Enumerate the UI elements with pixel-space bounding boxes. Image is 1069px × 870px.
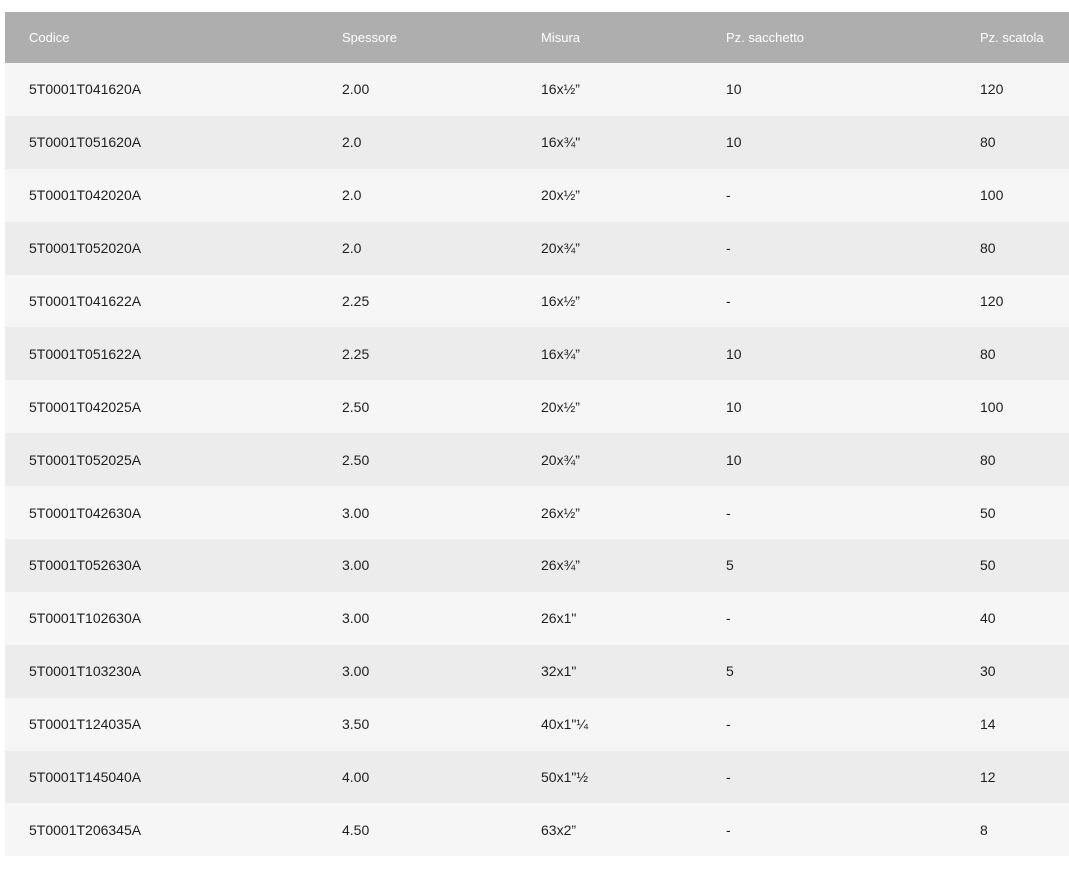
cell-codice: 5T0001T103230A	[29, 663, 142, 680]
cell-spessore: 2.25	[342, 293, 370, 309]
cell-misura: 50x1"½	[541, 769, 589, 786]
cell-pz-scatola: 14	[980, 716, 996, 733]
cell-pz-scatola: 80	[980, 134, 996, 151]
cell-pz-sacchetto: -	[726, 293, 731, 309]
cell-pz-scatola: 80	[980, 240, 996, 257]
cell-misura: 32x1"	[541, 663, 577, 680]
cell-pz-scatola: 100	[980, 187, 1004, 204]
header-row	[5, 12, 1069, 63]
cell-codice: 5T0001T145040A	[29, 769, 142, 786]
cell-pz-sacchetto: 10	[726, 345, 742, 362]
cell-pz-sacchetto: -	[726, 821, 731, 838]
cell-pz-scatola: 40	[980, 610, 996, 627]
table-row	[5, 592, 1069, 645]
cell-misura: 40x1"¼	[541, 716, 589, 733]
table-row	[5, 380, 1069, 433]
cell-pz-sacchetto: 10	[726, 134, 742, 151]
cell-codice: 5T0001T042025A	[29, 398, 142, 415]
cell-misura: 20x½”	[541, 398, 580, 415]
cell-spessore: 3.00	[342, 504, 370, 521]
product-table-container	[5, 12, 1069, 856]
cell-spessore: 4.00	[342, 769, 370, 786]
cell-spessore: 4.50	[342, 821, 370, 838]
cell-codice: 5T0001T042020A	[29, 187, 142, 204]
table-row	[5, 803, 1069, 856]
cell-spessore: 2.25	[342, 345, 370, 362]
cell-pz-sacchetto: 5	[726, 557, 734, 574]
cell-misura: 16x½”	[541, 293, 580, 309]
cell-codice: 5T0001T052020A	[29, 240, 142, 257]
cell-misura: 20x¾”	[541, 451, 580, 468]
cell-spessore: 2.0	[342, 134, 362, 151]
table-row	[5, 116, 1069, 169]
cell-pz-sacchetto: -	[726, 610, 731, 627]
cell-pz-scatola: 12	[980, 769, 996, 786]
cell-codice: 5T0001T206345A	[29, 821, 142, 838]
cell-misura: 16x¾"	[541, 134, 581, 151]
cell-spessore: 3.50	[342, 716, 370, 733]
cell-pz-scatola: 50	[980, 557, 996, 574]
cell-pz-scatola: 120	[980, 293, 1004, 309]
cell-pz-scatola: 50	[980, 504, 996, 521]
column-header-misura: Misura	[541, 30, 581, 45]
table-header	[5, 12, 1069, 63]
cell-pz-sacchetto: -	[726, 716, 731, 733]
table-row	[5, 698, 1069, 751]
cell-spessore: 2.00	[342, 81, 370, 98]
cell-spessore: 3.00	[342, 610, 370, 627]
cell-misura: 20x¾”	[541, 240, 580, 257]
table-body	[5, 63, 1069, 856]
cell-spessore: 2.0	[342, 240, 362, 257]
column-header-pz-sacchetto: Pz. sacchetto	[726, 30, 805, 45]
cell-pz-scatola: 80	[980, 345, 996, 362]
cell-pz-scatola: 120	[980, 81, 1004, 98]
cell-pz-scatola: 30	[980, 663, 996, 680]
cell-misura: 26x¾”	[541, 557, 580, 574]
cell-misura: 20x½”	[541, 187, 580, 204]
table-row	[5, 486, 1069, 539]
table-row	[5, 222, 1069, 275]
cell-spessore: 2.0	[342, 187, 362, 204]
cell-pz-sacchetto: 5	[726, 663, 734, 680]
product-table	[5, 12, 1069, 856]
cell-codice: 5T0001T051620A	[29, 134, 142, 151]
cell-codice: 5T0001T052025A	[29, 451, 142, 468]
cell-misura: 63x2”	[541, 821, 577, 838]
cell-codice: 5T0001T041620A	[29, 81, 142, 98]
cell-spessore: 2.50	[342, 451, 370, 468]
cell-spessore: 3.00	[342, 557, 370, 574]
column-header-spessore: Spessore	[342, 30, 397, 45]
cell-pz-sacchetto: -	[726, 187, 731, 204]
column-header-pz-scatola: Pz. scatola	[980, 30, 1044, 45]
cell-pz-sacchetto: 10	[726, 81, 742, 98]
table-row	[5, 63, 1069, 116]
cell-pz-scatola: 100	[980, 398, 1004, 415]
cell-pz-scatola: 80	[980, 451, 996, 468]
cell-spessore: 3.00	[342, 663, 370, 680]
cell-spessore: 2.50	[342, 398, 370, 415]
cell-codice: 5T0001T041622A	[29, 293, 142, 309]
column-header-codice: Codice	[29, 30, 70, 45]
cell-misura: 26x½”	[541, 504, 580, 521]
table-row	[5, 645, 1069, 698]
cell-pz-sacchetto: -	[726, 769, 731, 786]
cell-codice: 5T0001T102630A	[29, 610, 142, 627]
cell-codice: 5T0001T052630A	[29, 557, 142, 574]
table-row	[5, 169, 1069, 222]
cell-pz-sacchetto: -	[726, 504, 731, 521]
cell-pz-scatola: 8	[980, 821, 988, 838]
cell-codice: 5T0001T051622A	[29, 345, 142, 362]
cell-misura: 16x¾”	[541, 345, 580, 362]
table-row	[5, 275, 1069, 328]
cell-misura: 16x½”	[541, 81, 580, 98]
cell-codice: 5T0001T124035A	[29, 716, 142, 733]
cell-pz-sacchetto: 10	[726, 398, 742, 415]
cell-pz-sacchetto: 10	[726, 451, 742, 468]
table-row	[5, 751, 1069, 804]
cell-codice: 5T0001T042630A	[29, 504, 142, 521]
cell-misura: 26x1"	[541, 610, 577, 627]
cell-pz-sacchetto: -	[726, 240, 731, 257]
table-row	[5, 327, 1069, 380]
table-row	[5, 539, 1069, 592]
table-row	[5, 433, 1069, 486]
